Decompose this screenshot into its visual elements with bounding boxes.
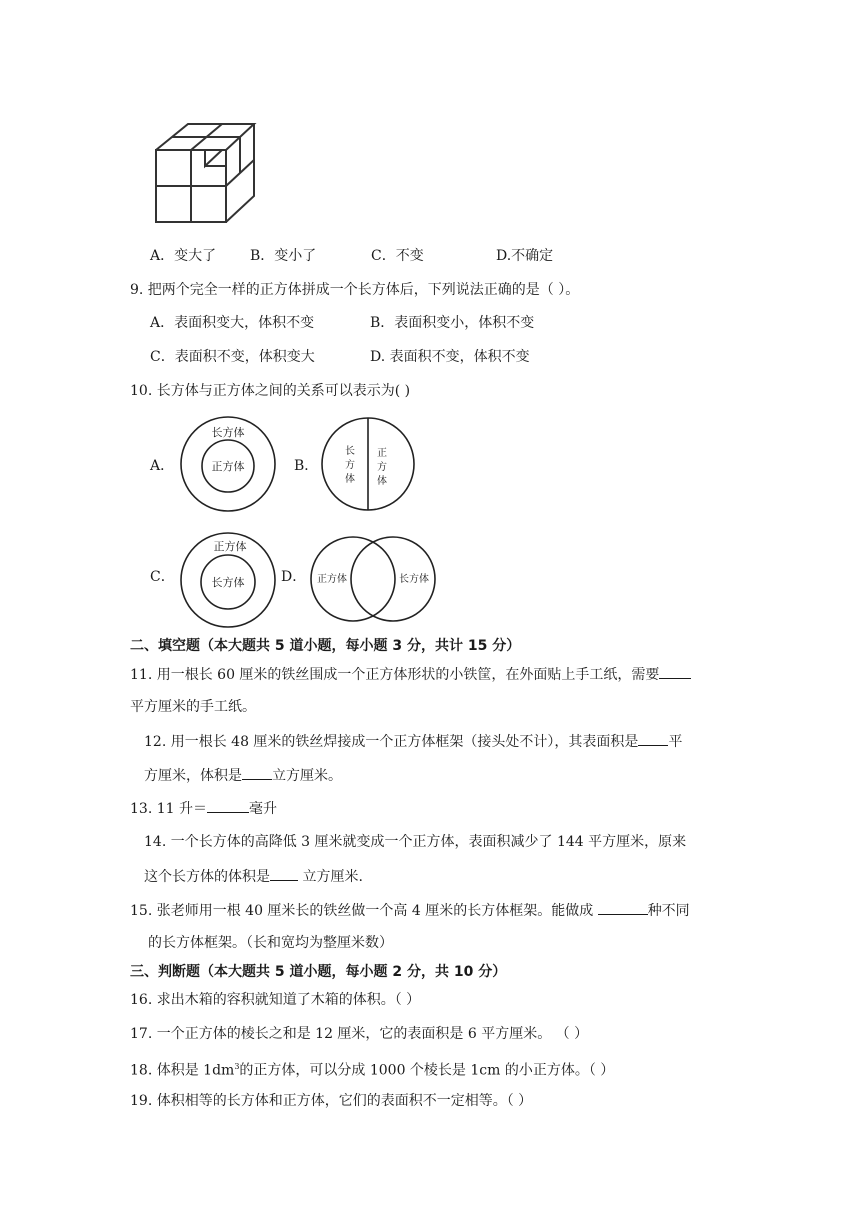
q11-text: 11. 用一根长 60 厘米的铁丝围成一个正方体形状的小铁筐，在外面贴上手工纸，需要 [130, 667, 660, 683]
q18-text-b: 的正方体，可以分成 1000 个棱长是 1cm 的小正方体。（ ） [239, 1062, 615, 1079]
cubes-figure [150, 118, 262, 228]
q12-text-c: 方厘米，体积是 [144, 768, 242, 784]
q12-area-blank[interactable] [638, 731, 668, 746]
diagram-b-right-char-2: 方 [377, 462, 387, 473]
q18-text-a: 18. 体积是 1dm [130, 1062, 235, 1079]
q10-label-c[interactable]: C． [150, 569, 175, 585]
diagram-a-outer-label: 长方体 [211, 426, 245, 439]
q8-option-a[interactable]: A．变大了 [150, 248, 217, 264]
diagram-b-right-char-3: 体 [377, 476, 387, 487]
q12-text-b: 平 [668, 734, 683, 750]
venn-diagram-d[interactable] [306, 532, 440, 626]
q14-line1: 14. 一个长方体的高降低 3 厘米就变成一个正方体，表面积减少了 144 平方厘米，原来 [144, 834, 687, 850]
q15-text-a: 15. 张老师用一根 40 厘米长的铁丝做一个高 4 厘米的长方体框架。能做成 [130, 903, 598, 919]
q12-line2 [144, 765, 342, 786]
q10-text: 10. 长方体与正方体之间的关系可以表示为( ) [130, 383, 411, 399]
q13-text-b: 毫升 [248, 801, 277, 817]
q8-option-c[interactable]: C．不变 [371, 248, 424, 264]
diagram-d-left-label: 正方体 [317, 574, 347, 585]
section2-heading: 二、填空题（本大题共 5 道小题，每小题 3 分，共计 15 分） [130, 638, 521, 654]
venn-diagram-b[interactable] [318, 414, 422, 514]
diagram-c-inner-label: 长方体 [211, 576, 245, 589]
q12-line1 [144, 731, 682, 752]
diagram-a-inner-label: 正方体 [211, 460, 245, 473]
q17-text[interactable]: 17. 一个正方体的棱长之和是 12 厘米，它的表面积是 6 平方厘米。 （ ） [130, 1026, 589, 1042]
q14-answer-blank[interactable] [270, 866, 298, 881]
q12-volume-blank[interactable] [242, 765, 272, 780]
q18-line[interactable] [130, 1057, 614, 1081]
q12-text-d: 立方厘米。 [272, 768, 342, 784]
diagram-b-left-char-3: 体 [345, 474, 355, 485]
q8-option-d[interactable]: D.不确定 [496, 248, 554, 264]
q11-line1 [130, 664, 691, 685]
diagram-b-left-char-1: 长 [345, 446, 355, 457]
venn-diagram-c[interactable] [176, 530, 280, 630]
q19-text[interactable]: 19. 体积相等的长方体和正方体，它们的表面积不一定相等。（ ） [130, 1093, 533, 1109]
q14-line2 [144, 866, 363, 887]
q15-text-b: 种不同 [647, 903, 690, 919]
q9-option-a[interactable]: A．表面积变大，体积不变 [150, 315, 315, 331]
q10-label-a[interactable]: A． [150, 458, 175, 474]
q15-line2: 的长方体框架。（长和宽均为整厘米数） [148, 935, 393, 951]
q14-text-b: 立方厘米. [298, 869, 363, 885]
venn-diagram-a[interactable] [176, 414, 280, 514]
q9-option-c[interactable]: C．表面积不变，体积变大 [150, 349, 315, 365]
q18-superscript: 3 [234, 1062, 240, 1071]
q9-option-d[interactable]: D. 表面积不变，体积不变 [370, 349, 530, 365]
q16-text[interactable]: 16. 求出木箱的容积就知道了木箱的体积。（ ） [130, 992, 421, 1008]
q13-text-a: 13. 11 升＝ [130, 801, 207, 817]
q8-option-b[interactable]: B．变小了 [250, 248, 317, 264]
q12-text-a: 12. 用一根长 48 厘米的铁丝焊接成一个正方体框架（接头处不计），其表面积是 [144, 734, 639, 750]
q11-answer-blank[interactable] [659, 664, 691, 679]
q15-line1 [130, 900, 690, 921]
diagram-d-right-label: 长方体 [399, 574, 429, 585]
diagram-b-left-char-2: 方 [345, 460, 355, 471]
diagram-b-right-char-1: 正 [377, 448, 387, 459]
section3-heading: 三、判断题（本大题共 5 道小题，每小题 2 分，共 10 分） [130, 964, 507, 980]
q13-answer-blank[interactable] [207, 798, 249, 813]
q10-label-d[interactable]: D． [281, 569, 307, 585]
diagram-c-outer-label: 正方体 [213, 540, 247, 553]
q10-label-b[interactable]: B． [294, 458, 319, 474]
q11-line2: 平方厘米的手工纸。 [130, 699, 256, 715]
q15-answer-blank[interactable] [598, 900, 648, 915]
q9-option-b[interactable]: B．表面积变小，体积不变 [370, 315, 535, 331]
q13-line [130, 798, 277, 819]
q9-text: 9. 把两个完全一样的正方体拼成一个长方体后，下列说法正确的是（ ）。 [130, 282, 580, 298]
q14-text-a: 这个长方体的体积是 [144, 869, 270, 885]
